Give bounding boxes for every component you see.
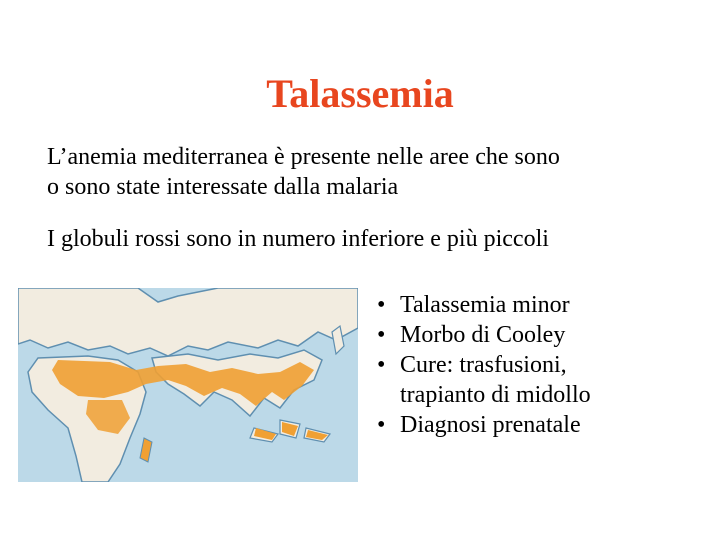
bullet-dot: • — [377, 292, 386, 318]
slide-title: Talassemia — [266, 71, 454, 116]
bullet-item-talassemia-minor — [377, 290, 591, 320]
bullet-dot: • — [377, 412, 386, 438]
bullet-text: Morbo di Cooley — [400, 322, 566, 348]
bullet-dot: • — [377, 322, 386, 348]
bullet-dot: • — [377, 352, 386, 378]
bullet-text: Talassemia minor — [400, 292, 570, 318]
bullet-text: Cure: trasfusioni, — [400, 352, 567, 378]
bullet-list — [377, 290, 591, 440]
bullet-item-diagnosi-prenatale — [377, 410, 591, 440]
intro-line-1: L’anemia mediterranea è presente nelle aree che sono — [47, 144, 560, 170]
bullet-text-continuation: trapianto di midollo — [400, 382, 591, 408]
intro-line-2: o sono state interessate dalla malaria — [47, 174, 399, 200]
red-cells-paragraph: I globuli rossi sono in numero inferiore e più piccoli — [47, 226, 549, 252]
bullet-text: Diagnosi prenatale — [400, 412, 581, 438]
intro-paragraph — [47, 142, 687, 202]
malaria-distribution-map — [18, 288, 358, 482]
bullet-item-morbo-di-cooley — [377, 320, 591, 350]
bullet-item-cure — [377, 350, 591, 410]
